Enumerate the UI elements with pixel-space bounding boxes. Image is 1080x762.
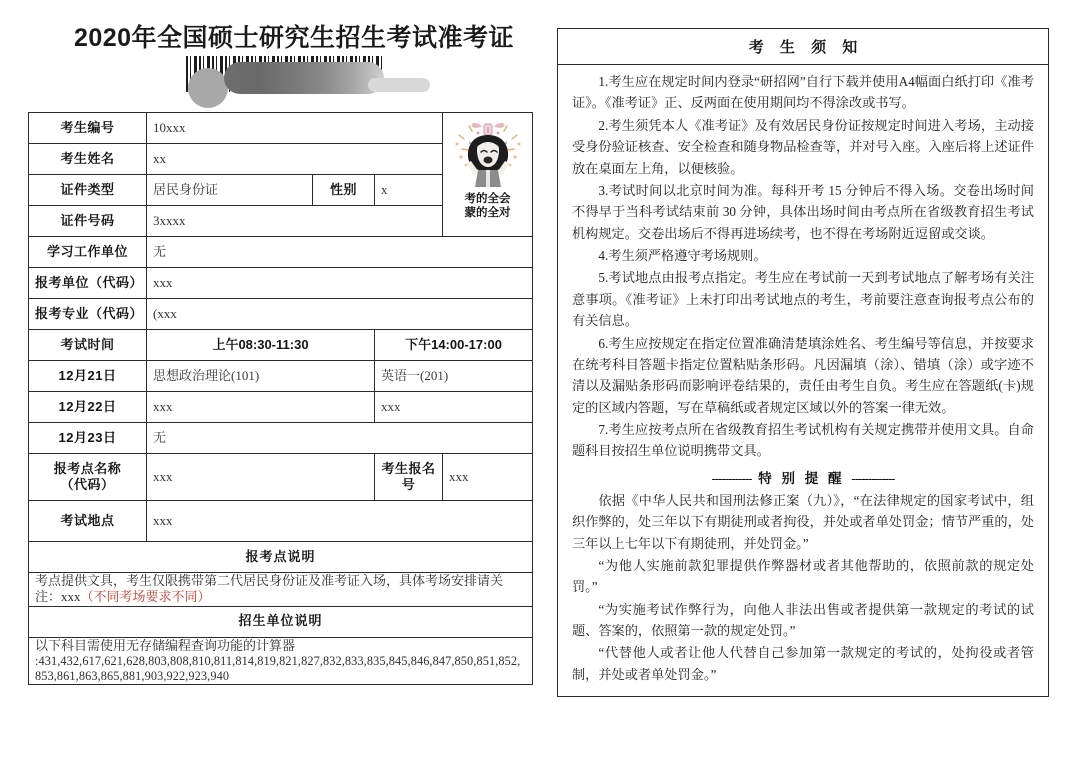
notice-item-2: 2.考生须凭本人《准考证》及有效居民身份证按规定时间进入考场，主动接受身份验证核查、安全检查和随身物品检查等，并对号入座。入座后将上述证件放在桌面左上角，以便核验。: [572, 117, 1034, 176]
value-apply-institution: xxx: [147, 268, 533, 299]
value-candidate-number: 10xxx: [147, 113, 443, 144]
notice-title: 考 生 须 知: [558, 29, 1048, 65]
label-apply-institution: 报考单位（代码）: [29, 268, 147, 299]
label-candidate-name: 考生姓名: [29, 144, 147, 175]
label-gender: 性别: [313, 175, 375, 206]
table-row-exam-day-1: [29, 361, 533, 392]
notice-body: [558, 65, 1048, 696]
table-row-apply-major: [29, 299, 533, 330]
table-row-apply-institution: [29, 268, 533, 299]
label-exam-date-2: 12月22日: [29, 392, 147, 423]
notice-item-6: 6.考生应按规定在指定位置准确清楚填涂姓名、考生编号等信息，并按要求在统考科目答题卡指定位置粘贴条形码。凡因漏填（涂）、错填（涂）或字迹不清以及漏贴条形码而影响评卷结果的，责任由考生自负。考生应在答题纸(卡)规定的区域内答题，写在草稿纸或者规定区域以外的答案一律无效。: [572, 335, 1034, 415]
candidate-notice-panel: [557, 28, 1049, 697]
candidate-info-table: [28, 112, 533, 685]
table-row-exam-day-3: [29, 423, 533, 454]
label-exam-date-3: 12月23日: [29, 423, 147, 454]
header-site-notes: 报考点说明: [29, 542, 533, 573]
table-row-unit-notes-body: [29, 637, 533, 685]
header-unit-notes: 招生单位说明: [29, 606, 533, 637]
admission-ticket-panel: [28, 18, 532, 685]
photo-sticker-cell: [443, 113, 533, 237]
header-morning-session: 上午08:30-11:30: [147, 330, 375, 361]
value-id-number: 3xxxx: [147, 206, 443, 237]
reminder-dashes-right: -------------: [851, 470, 895, 486]
meme-character-icon: [448, 117, 528, 191]
body-unit-notes: [29, 637, 533, 685]
table-row-exam-site-name: [29, 454, 533, 501]
reminder-paragraph-4: “代替他人或者让他人代替自己参加第一款规定的考试的，处拘役或者管制，并处或者单处罚金。”: [572, 645, 1034, 682]
table-row-site-notes-body: [29, 573, 533, 607]
label-work-unit: 学习工作单位: [29, 237, 147, 268]
page-title: 2020年全国硕士研究生招生考试准考证: [73, 24, 515, 52]
label-candidate-number: 考生编号: [29, 113, 147, 144]
redaction-blob-circle: [188, 68, 228, 108]
body-site-notes: [29, 573, 533, 607]
exam-luck-meme-sticker: [449, 113, 526, 236]
value-exam-site-name: xxx: [147, 454, 375, 501]
table-row-exam-location: [29, 501, 533, 542]
notice-item-1: 1.考生应在规定时间内登录“研招网”自行下载并使用A4幅面白纸打印《准考证》。《准考证》正、反两面在使用期间均不得涂改或书写。: [572, 74, 1034, 111]
value-candidate-name: xx: [147, 144, 443, 175]
barcode-redacted-area: [28, 56, 532, 108]
sticker-caption: [465, 192, 511, 221]
redaction-blob-bar: [224, 62, 384, 94]
label-id-number: 证件号码: [29, 206, 147, 237]
value-exam-morning-1: 思想政治理论(101): [147, 361, 375, 392]
site-notes-red-text: （不同考场要求不同）: [80, 589, 211, 605]
label-exam-site-name: [29, 454, 147, 501]
value-exam-morning-3: 无: [147, 423, 533, 454]
reminder-paragraph-2: “为他人实施前款犯罪提供作弊器材或者其他帮助的，依照前款的规定处罚。”: [572, 557, 1034, 595]
table-row-work-unit: [29, 237, 533, 268]
value-exam-afternoon-2: xxx: [375, 392, 533, 423]
value-id-type: 居民身份证: [147, 175, 313, 206]
label-registration-number: 考生报名号: [375, 454, 443, 501]
value-exam-afternoon-1: 英语一(201): [375, 361, 533, 392]
redaction-blob-tail: [368, 78, 430, 92]
table-row-exam-day-2: [29, 392, 533, 423]
reminder-paragraph-1: 依据《中华人民共和国刑法修正案（九）》，“在法律规定的国家考试中，组织作弊的，处三年以下有期徒刑或者拘役，并处或者单处罚金；情节严重的，处三年以上七年以下有期徒刑，并处罚金。”: [572, 492, 1034, 551]
value-apply-major: (xxx: [147, 299, 533, 330]
unit-notes-line1: 以下科目需使用无存储编程查询功能的计算器: [35, 637, 296, 653]
label-exam-date-1: 12月21日: [29, 361, 147, 392]
site-notes-main-text: 考点提供文具，考生仅限携带第二代居民身份证及准考证入场，具体考场安排请关注：xxx: [35, 573, 504, 605]
table-row-unit-notes-header: [29, 606, 533, 637]
sticker-caption-line2: 蒙的全对: [464, 207, 511, 220]
notice-item-7: 7.考生应按考点所在省级教育招生考试机构有关规定携带并使用文具。自命题科目按招生单位说明携带文具。: [572, 422, 1034, 459]
label-exam-site-name-line1: 报考点名称: [53, 460, 122, 476]
sticker-caption-line1: 考的全会: [464, 193, 511, 205]
value-gender: x: [375, 175, 443, 206]
value-exam-morning-2: xxx: [147, 392, 375, 423]
table-row-exam-time-header: [29, 330, 533, 361]
notice-item-3: 3.考试时间以北京时间为准。每科开考 15 分钟后不得入场。交卷出场时间不得早于当科考试结束前 30 分钟，具体出场时间由考点所在省级教育招生考试机构规定。交卷出场后不得再进场续考，也不得在考场附近逗留或交谈。: [572, 182, 1034, 241]
reminder-label: 特 别 提 醒: [758, 470, 845, 486]
label-apply-major: 报考专业（代码）: [29, 299, 147, 330]
label-id-type: 证件类型: [29, 175, 147, 206]
table-row-candidate-number: [29, 113, 533, 144]
notice-item-5: 5.考试地点由报考点指定。考生应在考试前一天到考试地点了解考场有关注意事项。《准考证》上未打印出考试地点的考生，考前要注意查询报考点公布的有关信息。: [572, 270, 1034, 329]
special-reminder-heading: [572, 467, 1034, 487]
value-work-unit: 无: [147, 237, 533, 268]
label-exam-location: 考试地点: [29, 501, 147, 542]
value-exam-location: xxx: [147, 501, 533, 542]
unit-notes-subject-codes: :431,432,617,621,628,803,808,810,811,814,819,821,827,832,833,835,845,846,847,850,851,852,853,861,863,865,881,903,922,923,940: [35, 653, 521, 684]
table-row-site-notes-header: [29, 542, 533, 573]
value-registration-number: xxx: [443, 454, 533, 501]
reminder-paragraph-3: “为实施考试作弊行为，向他人非法出售或者提供第一款规定的考试的试题、答案的，依照第一款的规定处罚。”: [572, 601, 1034, 638]
label-exam-site-name-line2: （代码）: [60, 477, 115, 492]
header-afternoon-session: 下午14:00-17:00: [375, 330, 533, 361]
label-exam-time: 考试时间: [29, 330, 147, 361]
reminder-dashes-left: ------------: [711, 470, 752, 486]
notice-item-4: 4.考生须严格遵守考场规则。: [598, 248, 767, 263]
